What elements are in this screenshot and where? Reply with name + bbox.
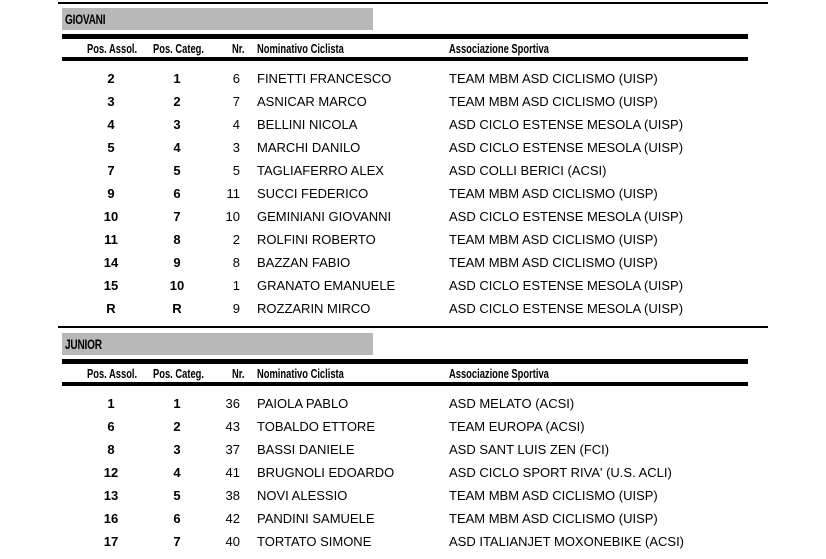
team-cell: TEAM MBM ASD CICLISMO (UISP) xyxy=(449,511,658,526)
header-rule-top xyxy=(62,34,748,39)
nr-cell: 38 xyxy=(225,488,240,503)
table-row xyxy=(0,186,826,209)
pos-assol-cell: 8 xyxy=(107,442,115,457)
pos-assol-cell: 16 xyxy=(103,511,119,526)
column-header-nominativo: Nominativo Ciclista xyxy=(257,366,344,381)
table-row xyxy=(0,442,826,465)
team-cell: TEAM MBM ASD CICLISMO (UISP) xyxy=(449,94,658,109)
pos-categ-cell: 5 xyxy=(173,163,181,178)
team-cell: ASD CICLO ESTENSE MESOLA (UISP) xyxy=(449,278,684,293)
rider-name-cell: GEMINIANI GIOVANNI xyxy=(257,209,392,224)
team-cell: ASD CICLO ESTENSE MESOLA (UISP) xyxy=(449,117,684,132)
pos-categ-cell: 6 xyxy=(173,511,181,526)
rider-name-cell: MARCHI DANILO xyxy=(257,140,361,155)
table-row xyxy=(0,163,826,186)
table-row xyxy=(0,465,826,488)
team-cell: ASD MELATO (ACSI) xyxy=(449,396,575,411)
rider-name-cell: PAIOLA PABLO xyxy=(257,396,349,411)
pos-assol-cell: 4 xyxy=(107,117,115,132)
column-header-nr: Nr. xyxy=(232,366,245,381)
pos-assol-cell: 9 xyxy=(107,186,115,201)
team-cell: TEAM MBM ASD CICLISMO (UISP) xyxy=(449,488,658,503)
header-rule-bottom xyxy=(62,57,748,61)
section-top-line xyxy=(58,2,768,4)
table-row xyxy=(0,488,826,511)
table-row xyxy=(0,534,826,557)
nr-cell: 36 xyxy=(225,396,240,411)
rider-name-cell: BRUGNOLI EDOARDO xyxy=(257,465,395,480)
pos-assol-cell: 7 xyxy=(107,163,115,178)
table-row xyxy=(0,301,826,324)
nr-cell: 3 xyxy=(232,140,240,155)
team-cell: TEAM MBM ASD CICLISMO (UISP) xyxy=(449,255,658,270)
pos-assol-cell: R xyxy=(106,301,116,316)
nr-cell: 40 xyxy=(225,534,240,549)
pos-assol-cell: 15 xyxy=(103,278,119,293)
nr-cell: 43 xyxy=(225,419,240,434)
pos-categ-cell: 4 xyxy=(173,465,181,480)
category-title: JUNIOR xyxy=(65,336,102,352)
table-row xyxy=(0,419,826,442)
rider-name-cell: TOBALDO ETTORE xyxy=(257,419,375,434)
table-row xyxy=(0,511,826,534)
column-header-associazione: Associazione Sportiva xyxy=(449,41,549,56)
column-header-nr: Nr. xyxy=(232,41,245,56)
rider-name-cell: BAZZAN FABIO xyxy=(257,255,351,270)
header-rule-top xyxy=(62,359,748,364)
pos-categ-cell: 4 xyxy=(173,140,181,155)
pos-categ-cell: 2 xyxy=(173,419,181,434)
pos-assol-cell: 3 xyxy=(107,94,115,109)
table-row xyxy=(0,209,826,232)
rider-name-cell: GRANATO EMANUELE xyxy=(257,278,396,293)
team-cell: TEAM MBM ASD CICLISMO (UISP) xyxy=(449,71,658,86)
team-cell: ASD CICLO SPORT RIVA' (U.S. ACLI) xyxy=(449,465,672,480)
pos-categ-cell: 3 xyxy=(173,117,181,132)
pos-categ-cell: 8 xyxy=(173,232,181,247)
nr-cell: 5 xyxy=(232,163,240,178)
table-row xyxy=(0,396,826,419)
pos-categ-cell: 1 xyxy=(173,396,181,411)
table-row xyxy=(0,255,826,278)
pos-categ-cell: 7 xyxy=(173,209,181,224)
rider-name-cell: BASSI DANIELE xyxy=(257,442,355,457)
header-rule-bottom xyxy=(62,382,748,386)
rider-name-cell: ROLFINI ROBERTO xyxy=(257,232,376,247)
nr-cell: 37 xyxy=(225,442,240,457)
pos-assol-cell: 12 xyxy=(103,465,119,480)
team-cell: ASD CICLO ESTENSE MESOLA (UISP) xyxy=(449,140,684,155)
nr-cell: 4 xyxy=(232,117,240,132)
nr-cell: 9 xyxy=(232,301,240,316)
category-header-bar xyxy=(62,333,373,355)
rider-name-cell: NOVI ALESSIO xyxy=(257,488,348,503)
table-row xyxy=(0,232,826,255)
column-header-pos-categ: Pos. Categ. xyxy=(153,366,204,381)
table-row xyxy=(0,94,826,117)
table-row xyxy=(0,71,826,94)
table-row xyxy=(0,278,826,301)
team-cell: TEAM EUROPA (ACSI) xyxy=(449,419,585,434)
team-cell: ASD COLLI BERICI (ACSI) xyxy=(449,163,607,178)
rider-name-cell: PANDINI SAMUELE xyxy=(257,511,375,526)
team-cell: TEAM MBM ASD CICLISMO (UISP) xyxy=(449,186,658,201)
nr-cell: 11 xyxy=(226,186,240,201)
pos-assol-cell: 10 xyxy=(103,209,119,224)
section-top-line xyxy=(58,326,768,328)
pos-categ-cell: 5 xyxy=(173,488,181,503)
nr-cell: 2 xyxy=(232,232,240,247)
nr-cell: 7 xyxy=(232,94,240,109)
pos-assol-cell: 5 xyxy=(107,140,115,155)
column-header-pos-assol: Pos. Assol. xyxy=(87,41,138,56)
pos-assol-cell: 17 xyxy=(103,534,119,549)
nr-cell: 8 xyxy=(232,255,240,270)
pos-assol-cell: 1 xyxy=(107,396,115,411)
team-cell: ASD SANT LUIS ZEN (FCI) xyxy=(449,442,610,457)
pos-categ-cell: R xyxy=(172,301,182,316)
nr-cell: 1 xyxy=(232,278,240,293)
nr-cell: 42 xyxy=(225,511,240,526)
pos-categ-cell: 1 xyxy=(173,71,181,86)
pos-categ-cell: 10 xyxy=(169,278,185,293)
rider-name-cell: TORTATO SIMONE xyxy=(257,534,372,549)
rider-name-cell: BELLINI NICOLA xyxy=(257,117,358,132)
rider-name-cell: TAGLIAFERRO ALEX xyxy=(257,163,384,178)
category-header-bar xyxy=(62,8,373,30)
pos-categ-cell: 9 xyxy=(173,255,181,270)
column-header-nominativo: Nominativo Ciclista xyxy=(257,41,344,56)
pos-categ-cell: 7 xyxy=(173,534,181,549)
team-cell: ASD ITALIANJET MOXONEBIKE (ACSI) xyxy=(449,534,685,549)
nr-cell: 10 xyxy=(225,209,240,224)
nr-cell: 41 xyxy=(225,465,240,480)
pos-categ-cell: 2 xyxy=(173,94,181,109)
rider-name-cell: ROZZARIN MIRCO xyxy=(257,301,371,316)
pos-assol-cell: 11 xyxy=(104,232,118,247)
table-row xyxy=(0,117,826,140)
rider-name-cell: FINETTI FRANCESCO xyxy=(257,71,392,86)
table-row xyxy=(0,140,826,163)
pos-categ-cell: 6 xyxy=(173,186,181,201)
pos-categ-cell: 3 xyxy=(173,442,181,457)
pos-assol-cell: 2 xyxy=(107,71,115,86)
category-title: GIOVANI xyxy=(65,11,106,27)
nr-cell: 6 xyxy=(232,71,240,86)
team-cell: ASD CICLO ESTENSE MESOLA (UISP) xyxy=(449,209,684,224)
column-header-pos-assol: Pos. Assol. xyxy=(87,366,138,381)
rider-name-cell: SUCCI FEDERICO xyxy=(257,186,369,201)
pos-assol-cell: 13 xyxy=(103,488,119,503)
team-cell: TEAM MBM ASD CICLISMO (UISP) xyxy=(449,232,658,247)
rider-name-cell: ASNICAR MARCO xyxy=(257,94,367,109)
pos-assol-cell: 14 xyxy=(103,255,119,270)
column-header-associazione: Associazione Sportiva xyxy=(449,366,549,381)
column-header-pos-categ: Pos. Categ. xyxy=(153,41,204,56)
pos-assol-cell: 6 xyxy=(107,419,115,434)
team-cell: ASD CICLO ESTENSE MESOLA (UISP) xyxy=(449,301,684,316)
